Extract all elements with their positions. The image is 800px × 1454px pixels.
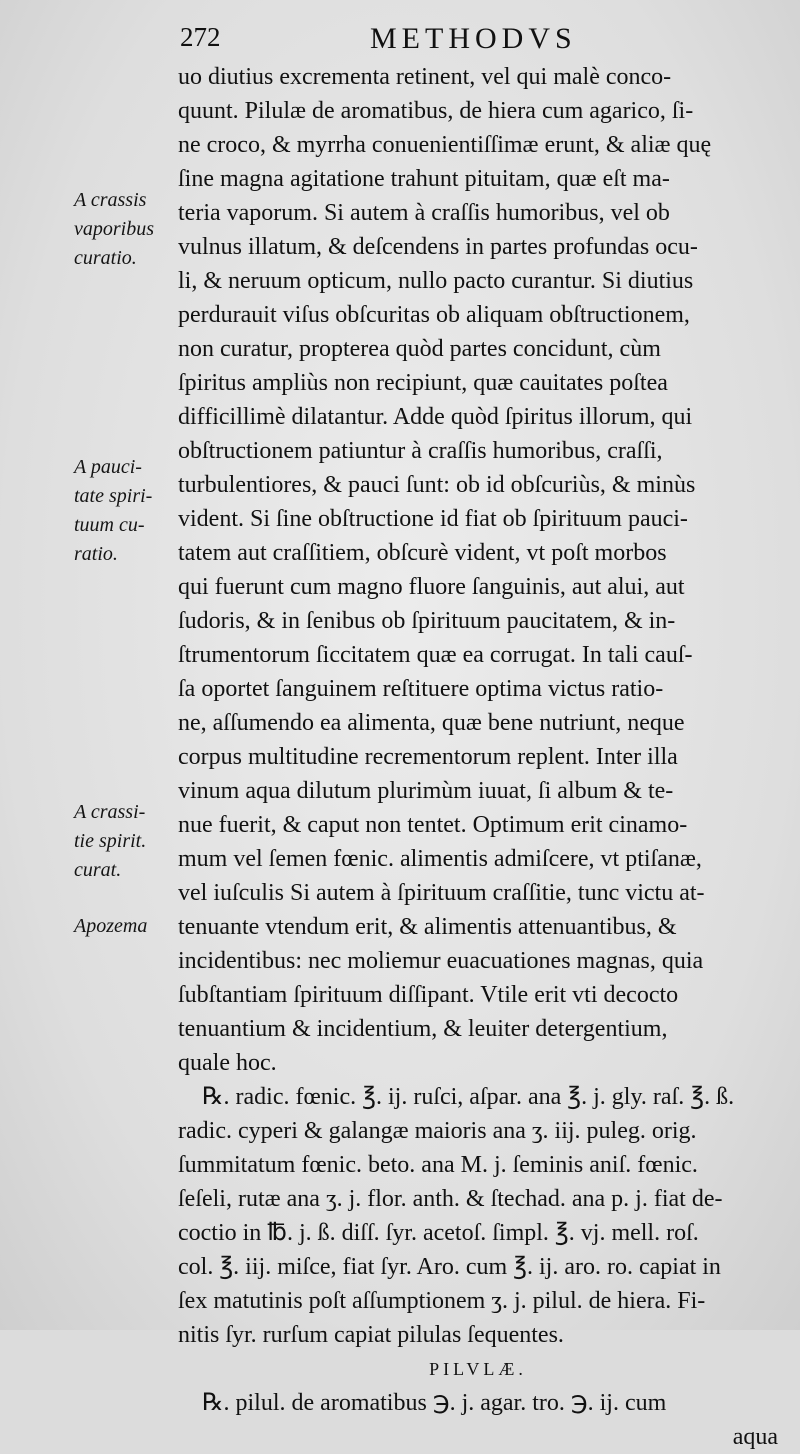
- text-line: quunt. Pilulæ de aromatibus, de hiera cum agarico, ſi-: [178, 98, 694, 124]
- recipe-line: ℞. pilul. de aromatibus ℈. j. agar. tro. ℈. ij. cum: [202, 1390, 667, 1416]
- margin-note-line: curatio.: [74, 247, 137, 269]
- margin-note-line: curat.: [74, 859, 122, 881]
- page-number: 272: [180, 22, 221, 52]
- recipe-line: coctio in ℔. j. ß. diſſ. ſyr. acetoſ. ſimpl. ℥. vj. mell. roſ.: [178, 1220, 699, 1246]
- text-line: perdurauit viſus obſcuritas ob aliquam obſtructionem,: [178, 302, 690, 328]
- margin-note-line: Apozema: [74, 915, 148, 937]
- text-line: ſubſtantiam ſpirituum diſſipant. Vtile erit vti decocto: [178, 982, 679, 1008]
- text-line: ſtrumentorum ſiccitatem quæ ea corrugat. In tali cauſ-: [178, 642, 693, 668]
- text-line: ne croco, & myrrha conuenientiſſimæ erunt, & aliæ quę: [178, 132, 712, 158]
- margin-notes: [0, 0, 180, 1330]
- recipe-line: nitis ſyr. rurſum capiat pilulas ſequentes.: [178, 1322, 564, 1348]
- recipe-line: radic. cyperi & galangæ maioris ana ʒ. iij. puleg. orig.: [178, 1118, 697, 1144]
- text-line: mum vel ſemen fœnic. alimentis admiſcere, vt ptiſanæ,: [178, 846, 702, 872]
- text-line: ſudoris, & in ſenibus ob ſpirituum paucitatem, & in-: [178, 608, 676, 634]
- page-header: [180, 22, 780, 62]
- text-line: obſtructionem patiuntur à craſſis humoribus, craſſi,: [178, 438, 663, 464]
- text-line: ne, aſſumendo ea alimenta, quæ bene nutriunt, neque: [178, 710, 685, 736]
- text-line: nue fuerit, & caput non tentet. Optimum erit cinamo-: [178, 812, 688, 838]
- recipe-line: ſummitatum fœnic. beto. ana M. j. ſeminis aniſ. fœnic.: [178, 1152, 698, 1178]
- text-line: tatem aut craſſitiem, obſcurè vident, vt poſt morbos: [178, 540, 667, 566]
- text-line: corpus multitudine recrementorum replent. Inter illa: [178, 744, 678, 770]
- margin-note-crassis-vaporibus: [74, 186, 184, 273]
- margin-note-line: A crassis: [74, 189, 147, 211]
- section-heading: PILVLÆ.: [429, 1359, 527, 1379]
- text-line: ſine magna agitatione trahunt pituitam, quæ eſt ma-: [178, 166, 670, 192]
- body-text: [178, 60, 778, 1454]
- margin-note-line: A pauci-: [74, 456, 142, 478]
- margin-note-line: tate spiri-: [74, 485, 153, 507]
- margin-note-line: tie spirit.: [74, 830, 147, 852]
- text-line: tenuantium & incidentium, & leuiter detergentium,: [178, 1016, 668, 1042]
- text-line: turbulentiores, & pauci ſunt: ob id obſcuriùs, & minùs: [178, 472, 696, 498]
- text-line: vel iuſculis Si autem à ſpirituum craſſitie, tunc victu at-: [178, 880, 705, 906]
- margin-note-crassitie-spirit: [74, 798, 184, 885]
- margin-note-line: A crassi-: [74, 801, 146, 823]
- text-line: difficillimè dilatantur. Adde quòd ſpiritus illorum, qui: [178, 404, 693, 430]
- margin-note-line: vaporibus: [74, 218, 154, 240]
- text-line: incidentibus: nec moliemur euacuationes magnas, quia: [178, 948, 704, 974]
- text-line: li, & neruum opticum, nullo pacto curantur. Si diutius: [178, 268, 694, 294]
- running-title: METHODVS: [370, 22, 577, 55]
- text-line: tenuante vtendum erit, & alimentis attenuantibus, &: [178, 914, 677, 940]
- catchword: aqua: [732, 1424, 778, 1450]
- margin-note-line: tuum cu-: [74, 514, 145, 536]
- text-line: ſpiritus ampliùs non recipiunt, quæ cauitates poſtea: [178, 370, 668, 396]
- margin-note-apozema: [74, 912, 184, 941]
- text-line: quale hoc.: [178, 1050, 277, 1076]
- recipe-line: ℞. radic. fœnic. ℥. ij. ruſci, aſpar. ana ℥. j. gly. raſ. ℥. ß.: [202, 1084, 735, 1110]
- text-line: uo diutius excrementa retinent, vel qui malè conco-: [178, 64, 672, 90]
- margin-note-paucitate-spirituum: [74, 453, 184, 569]
- text-line: vident. Si ſine obſtructione id fiat ob ſpirituum pauci-: [178, 506, 688, 532]
- margin-note-line: ratio.: [74, 543, 118, 565]
- text-line: vulnus illatum, & deſcendens in partes profundas ocu-: [178, 234, 698, 260]
- recipe-line: col. ℥. iij. miſce, fiat ſyr. Aro. cum ℥. ij. aro. ro. capiat in: [178, 1254, 721, 1280]
- recipe-line: ſeſeli, rutæ ana ʒ. j. flor. anth. & ſtechad. ana p. j. fiat de-: [178, 1186, 723, 1212]
- recipe-line: ſex matutinis poſt aſſumptionem ʒ. j. pilul. de hiera. Fi-: [178, 1288, 706, 1314]
- text-line: ſa oportet ſanguinem reſtituere optima victus ratio-: [178, 676, 664, 702]
- text-line: qui fuerunt cum magno fluore ſanguinis, aut alui, aut: [178, 574, 685, 600]
- text-line: teria vaporum. Si autem à craſſis humoribus, vel ob: [178, 200, 670, 226]
- text-line: non curatur, propterea quòd partes concidunt, cùm: [178, 336, 661, 362]
- text-line: vinum aqua dilutum plurimùm iuuat, ſi album & te-: [178, 778, 674, 804]
